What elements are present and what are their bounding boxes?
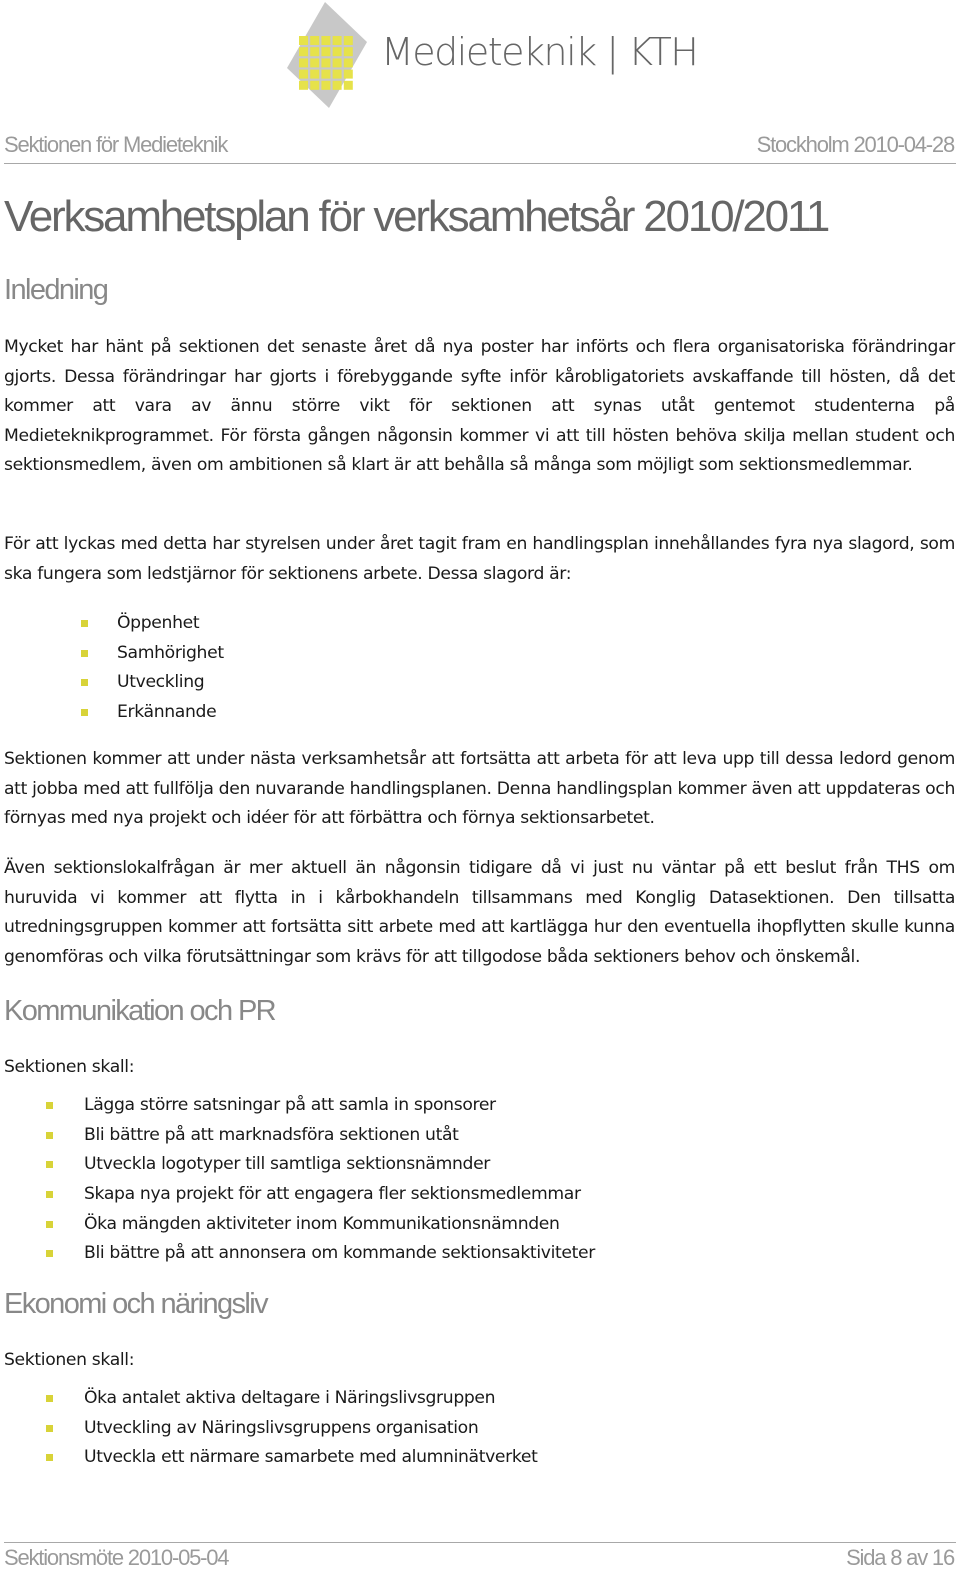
- logo-grid-square: [321, 70, 330, 79]
- document-title: Verksamhetsplan för verksamhetsår 2010/2011: [4, 192, 829, 241]
- logo-grid-square: [310, 36, 319, 45]
- square-bullet-icon: [46, 1132, 53, 1139]
- square-bullet-icon: [81, 650, 88, 657]
- square-bullet-icon: [46, 1102, 53, 1109]
- heading-ekonomi-naringsliv: Ekonomi och näringsliv: [4, 1288, 267, 1320]
- logo-grid-square: [299, 36, 308, 45]
- header-date: Stockholm 2010-04-28: [756, 132, 954, 157]
- logo-grid-square: [344, 81, 353, 90]
- logo-grid-square: [310, 81, 319, 90]
- logo-grid-square: [299, 58, 308, 67]
- square-bullet-icon: [46, 1221, 53, 1228]
- kth-media-logo: [285, 2, 698, 110]
- logo-grid-square: [333, 81, 342, 90]
- intro-paragraph-4: Även sektionslokalfrågan är mer aktuell än någonsin tidigare då vi just nu väntar på ett beslut från THS om huruvida vi kommer att flytta in i kårbokhandeln tillsammans med Konglig Datasektionen. Den tillsatta utredningsgruppen kommer att fortsätta sitt arbete med att kartlägga hur den eventuella ihopflytten skulle kunna genomföras och vilka förutsättningar som krävs för att tillgodose båda sektioners behov och önskemål.: [4, 858, 955, 967]
- logo-grid-square: [333, 58, 342, 67]
- logo-grid-square: [321, 47, 330, 56]
- intro-paragraph-2: För att lyckas med detta har styrelsen under året tagit fram en handlingsplan innehållandes fyra nya slagord, som ska fungera som ledstjärnor för sektionens arbete. Dessa slagord är:: [4, 534, 955, 584]
- heading-inledning: Inledning: [4, 274, 108, 306]
- square-bullet-icon: [46, 1454, 53, 1461]
- logo-grid-square: [344, 47, 353, 56]
- eco-lead: Sektionen skall:: [4, 1350, 135, 1370]
- logo-grid-square: [310, 58, 319, 67]
- intro-paragraph-1: Mycket har hänt på sektionen det senaste året då nya poster har införts och flera organisatoriska förändringar gjorts. Dessa förändringar har gjorts i förebyggande syfte inför kårobligatoriets avskaffande till hösten, då det kommer att vara av ännu större vikt för sektionen att synas utåt gentemot studenterna på Medieteknikprogrammet. För första gången någonsin kommer vi att till hösten behöva skilja mellan student och sektionsmedlem, även om ambitionen så klart är att behålla så många som möjligt som sektionsmedlemmar.: [4, 337, 955, 476]
- logo-grid: [299, 36, 353, 90]
- square-bullet-icon: [46, 1161, 53, 1168]
- logo-grid-square: [344, 36, 353, 45]
- logo-grid-square: [321, 81, 330, 90]
- footer-divider: [4, 1542, 956, 1543]
- logo-grid-square: [310, 70, 319, 79]
- header-section-name: Sektionen för Medieteknik: [4, 132, 228, 157]
- logo-grid-square: [321, 58, 330, 67]
- logo-grid-square: [299, 47, 308, 56]
- square-bullet-icon: [46, 1425, 53, 1432]
- logo-grid-square: [333, 47, 342, 56]
- square-bullet-icon: [81, 679, 88, 686]
- logo-grid-square: [333, 36, 342, 45]
- logo-grid-square: [299, 70, 308, 79]
- header-divider: [4, 163, 956, 164]
- pr-lead: Sektionen skall:: [4, 1057, 135, 1077]
- heading-kommunikation-pr: Kommunikation och PR: [4, 995, 276, 1027]
- logo-grid-square: [344, 70, 353, 79]
- logo-grid-square: [321, 36, 330, 45]
- square-bullet-icon: [46, 1250, 53, 1257]
- logo-grid-square: [310, 47, 319, 56]
- logo-grid-square: [333, 70, 342, 79]
- square-bullet-icon: [81, 709, 88, 716]
- footer-page-number: Sida 8 av 16: [846, 1545, 954, 1570]
- logo-grid-square: [344, 58, 353, 67]
- footer-meeting-date: Sektionsmöte 2010-05-04: [4, 1545, 229, 1570]
- square-bullet-icon: [81, 620, 88, 627]
- logo-text: Medieteknik | KTH: [381, 30, 698, 74]
- intro-paragraph-3: Sektionen kommer att under nästa verksamhetsår att fortsätta att arbeta för att leva upp till dessa ledord genom att jobba med att fullfölja den nuvarande handlingsplanen. Denna handlingsplan kommer även att uppdateras och förnyas med nya projekt och idéer för att förbättra och förnya sektionsarbetet.: [4, 749, 955, 829]
- square-bullet-icon: [46, 1395, 53, 1402]
- logo-grid-square: [299, 81, 308, 90]
- square-bullet-icon: [46, 1191, 53, 1198]
